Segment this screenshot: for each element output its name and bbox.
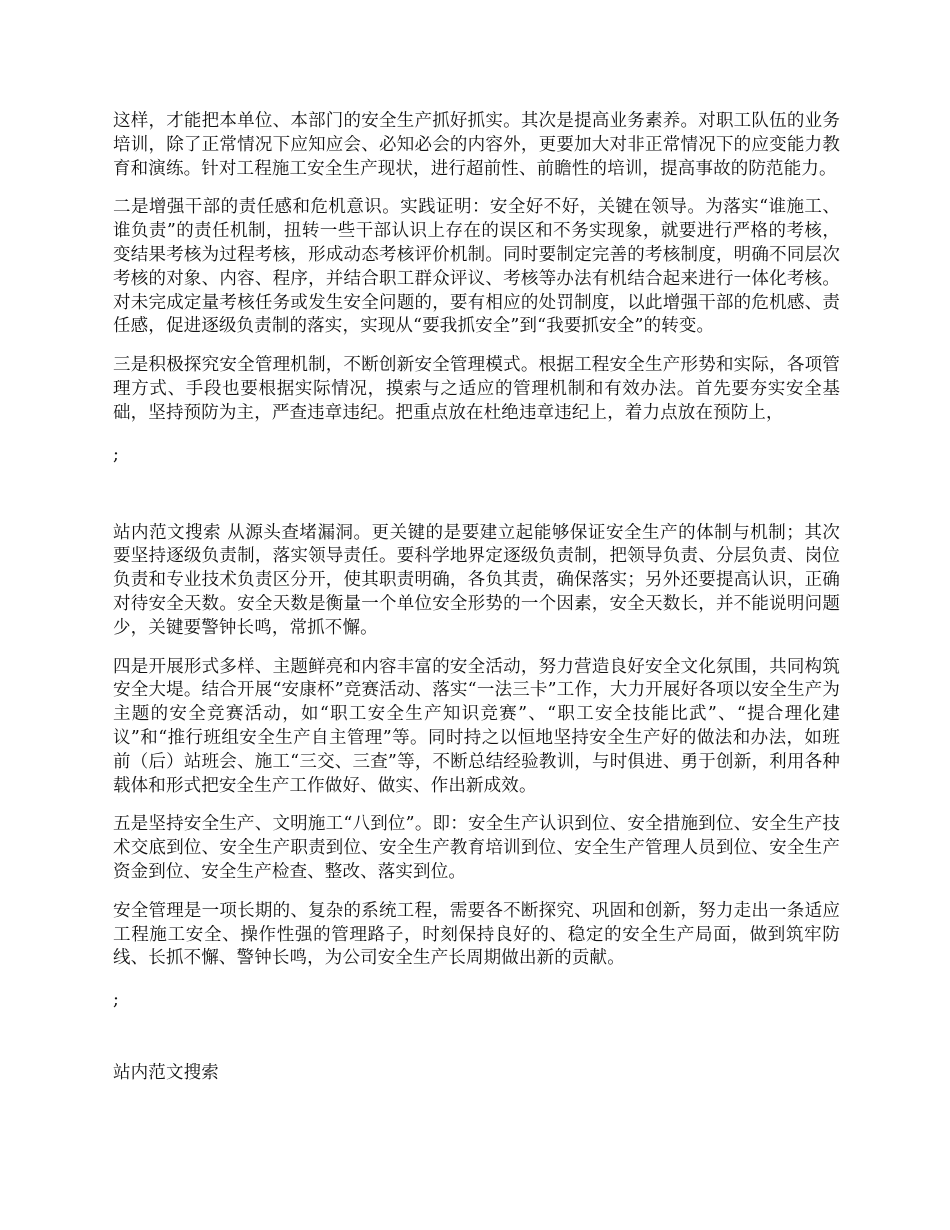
paragraph-cadre-responsibility: 二是增强干部的责任感和危机意识。实践证明：安全好不好，关键在领导。为落实“谁施工、谁负责”的责任机制，扭转一些干部认识上存在的误区和不务实现象，就要进行严格的考核，变结果考核为过程考核，形成动态考核评价机制。同时要制定完善的考核制度，明确不同层次考核的对象、内容、程序，并结合职工群众评议、考核等办法有机结合起来进行一体化考核。对未完成定量考核任务或发生安全问题的，要有相应的处罚制度，以此增强干部的危机感、责任感，促进逐级负责制的落实，实现从“要我抓安全”到“我要抓安全”的转变。 bbox=[113, 197, 840, 337]
paragraph-source-prevention bbox=[113, 522, 840, 641]
separator-semicolon: ; bbox=[113, 990, 119, 1011]
paragraph-eight-in-place: 五是坚持安全生产、文明施工“八到位”。即：安全生产认识到位、安全措施到位、安全生产技术交底到位、安全生产职责到位、安全生产教育培训到位、安全生产管理人员到位、安全生产资金到位、安全生产检查、整改、落实到位。 bbox=[113, 814, 840, 882]
document-body bbox=[113, 110, 840, 1101]
paragraph-conclusion: 安全管理是一项长期的、复杂的系统工程，需要各不断探究、巩固和创新，努力走出一条适应工程施工安全、操作性强的管理路子，时刻保持良好的、稳定的安全生产局面，做到筑牢防线、长抓不懈、警钟长鸣，为公司安全生产长周期做出新的贡献。 bbox=[113, 900, 840, 969]
site-search-link[interactable]: 站内范文搜索 bbox=[113, 522, 222, 543]
spacer bbox=[113, 467, 840, 522]
paragraph-text: 从源头查堵漏洞。更关键的是要建立起能够保证安全生产的体制与机制；其次要坚持逐级负责制，落实领导责任。要科学地界定逐级负责制，把领导负责、分层负责、岗位负责和专业技术负责区分开，使其职责明确，各负其责，确保落实；另外还要提高认识，正确对待安全天数。安全天数是衡量一个单位安全形势的一个因素，安全天数长，并不能说明问题少，关键要警钟长鸣，常抓不懈。 bbox=[113, 522, 841, 638]
separator-semicolon: ; bbox=[113, 444, 119, 465]
paragraph-safety-activities: 四是开展形式多样、主题鲜亮和内容丰富的安全活动，努力营造良好安全文化氛围，共同构筑安全大堤。结合开展“安康杯”竞赛活动、落实“一法三卡”工作，大力开展好各项以安全生产为主题的安全竞赛活动，如“职工安全生产知识竞赛”、“职工安全技能比武”、“提合理化建议”和“推行班组安全生产自主管理”等。同时持之以恒地坚持安全生产好的做法和办法，如班前（后）站班会、施工“三交、三查”等，不断总结经验教训，与时俱进、勇于创新，利用各种载体和形式把安全生产工作做好、做实、作出新成效。 bbox=[113, 656, 840, 796]
spacer bbox=[113, 1012, 840, 1062]
site-search-link[interactable]: 站内范文搜索 bbox=[113, 1063, 219, 1084]
paragraph-business-training: 这样，才能把本单位、本部门的安全生产抓好抓实。其次是提高业务素养。对职工队伍的业务培训，除了正常情况下应知应会、必知必会的内容外，更要加大对非正常情况下的应变能力教育和演练。针对工程施工安全生产现状，进行超前性、前瞻性的培训，提高事故的防范能力。 bbox=[113, 111, 840, 179]
paragraph-management-mechanism: 三是积极探究安全管理机制，不断创新安全管理模式。根据工程安全生产形势和实际，各项管理方式、手段也要根据实际情况，摸索与之适应的管理机制和有效办法。首先要夯实安全基础，坚持预防为主，严查违章违纪。把重点放在杜绝违章违纪上，着力点放在预防上， bbox=[113, 355, 840, 423]
